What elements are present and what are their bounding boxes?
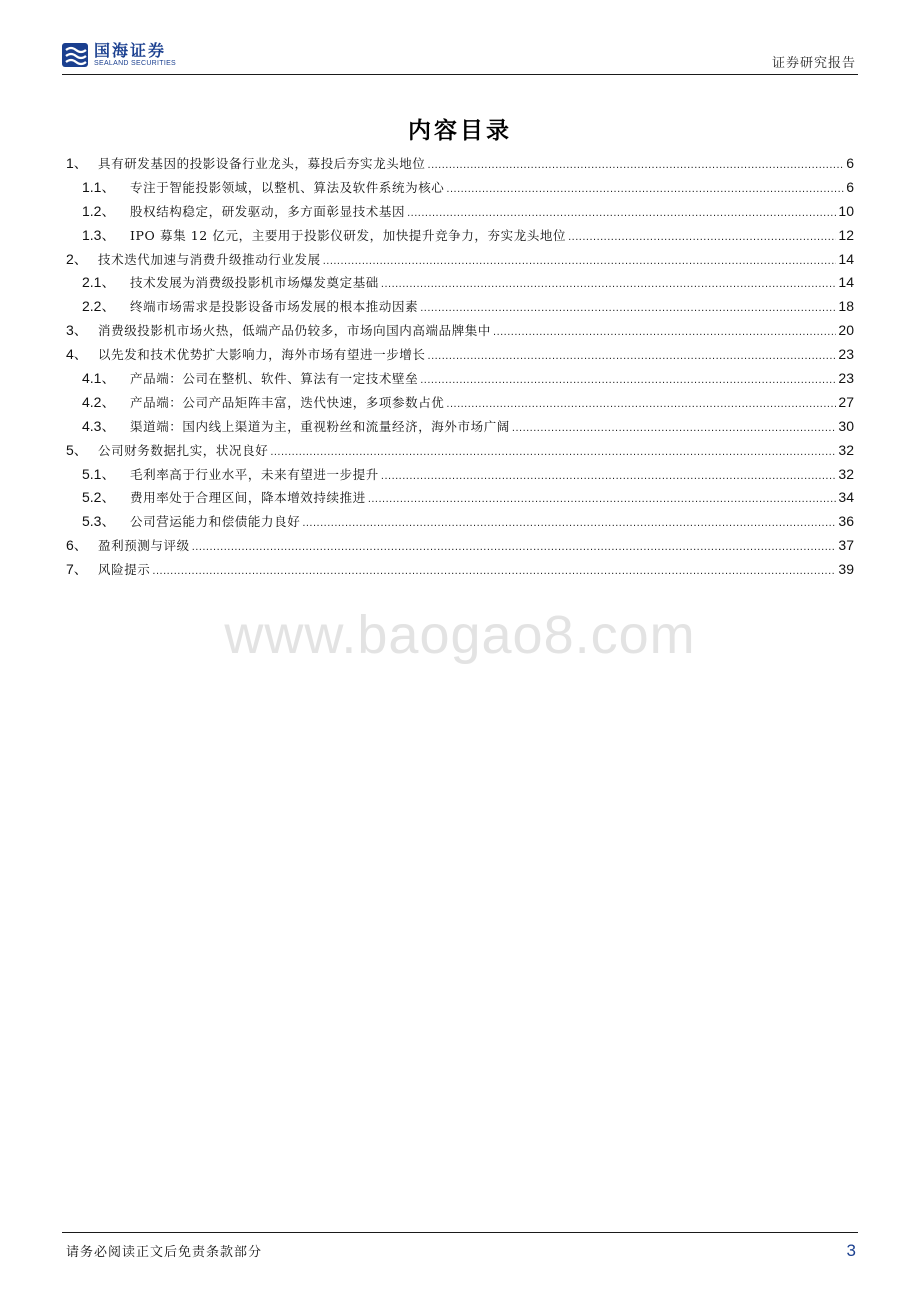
toc-entry-number: 1、 <box>66 155 88 171</box>
toc-entry-page: 23 <box>838 346 854 363</box>
toc-entry-page: 32 <box>838 465 854 482</box>
toc-entry-title: 盈利预测与评级 <box>98 538 190 554</box>
report-type-label: 证券研究报告 <box>771 56 856 71</box>
toc-entry-number: 7、 <box>66 561 88 578</box>
toc-entry[interactable] <box>66 344 854 368</box>
toc-entry-number: 4.3、 <box>82 417 116 434</box>
toc-dot-leader <box>446 183 844 195</box>
toc-dot-leader <box>192 541 837 553</box>
toc-dot-leader <box>381 278 837 290</box>
toc-dot-leader <box>493 326 836 338</box>
toc-entry[interactable] <box>66 440 854 464</box>
toc-entry-page: 6 <box>846 178 854 195</box>
toc-entry-number: 1.1、 <box>82 178 116 195</box>
logo-name-cn: 国海证券 <box>94 41 167 60</box>
toc-dot-leader <box>381 470 837 482</box>
toc-entry[interactable] <box>66 416 854 440</box>
toc-entry-number: 2.1、 <box>82 274 116 291</box>
toc-dot-leader <box>428 350 837 362</box>
toc-entry-title: 渠道端：国内线上渠道为主，重视粉丝和流量经济，海外市场广阔 <box>130 418 510 434</box>
toc-dot-leader <box>512 422 837 434</box>
toc-entry-page: 32 <box>838 441 854 458</box>
toc-entry-title: 专注于智能投影领域，以整机、算法及软件系统为核心 <box>130 179 445 195</box>
toc-dot-leader <box>446 398 836 410</box>
toc-entry-title: 消费级投影机市场火热，低端产品仍较多，市场向国内高端品牌集中 <box>98 323 492 339</box>
toc-entry-page: 37 <box>838 537 854 554</box>
toc-entry-title: 公司营运能力和偿债能力良好 <box>130 514 301 530</box>
toc-entry[interactable] <box>66 511 854 535</box>
toc-entry-page: 12 <box>838 226 854 243</box>
toc-entry-number: 1.2、 <box>82 202 116 219</box>
toc-entry-title: 毛利率高于行业水平，未来有望进一步提升 <box>130 466 379 482</box>
toc-entry-title: 技术发展为消费级投影机市场爆发奠定基础 <box>130 275 379 291</box>
toc-entry-page: 20 <box>838 322 854 339</box>
toc-entry-title: IPO 募集 12 亿元，主要用于投影仪研发，加快提升竞争力，夯实龙头地位 <box>130 227 567 243</box>
toc-entry[interactable] <box>66 177 854 201</box>
toc-entry-page: 14 <box>838 250 854 267</box>
toc-dot-leader <box>428 159 845 171</box>
toc-entry-number: 5.1、 <box>82 465 116 482</box>
toc-entry-number: 5.3、 <box>82 513 116 530</box>
toc-entry-title: 产品端：公司在整机、软件、算法有一定技术壁垒 <box>130 371 419 387</box>
toc-entry[interactable] <box>66 320 854 344</box>
toc-entry[interactable] <box>66 225 854 249</box>
sealand-logo <box>62 40 176 70</box>
toc-entry-title: 具有研发基因的投影设备行业龙头，募投后夯实龙头地位 <box>98 156 426 171</box>
toc-dot-leader <box>323 255 837 267</box>
watermark: www.baogao8.com <box>224 605 696 665</box>
toc-title: 内容目录 <box>408 118 512 144</box>
toc-entry-number: 4.1、 <box>82 370 116 387</box>
toc-entry-number: 5、 <box>66 441 88 458</box>
toc-entry[interactable] <box>66 368 854 392</box>
toc-entry-title: 以先发和技术优势扩大影响力，海外市场有望进一步增长 <box>98 347 426 363</box>
toc-entry[interactable] <box>66 559 854 583</box>
toc-entry-title: 产品端：公司产品矩阵丰富，迭代快速，多项参数占优 <box>130 394 445 410</box>
toc-entry-page: 30 <box>838 417 854 434</box>
toc-entry-page: 14 <box>838 274 854 291</box>
toc-entry-number: 2.2、 <box>82 298 116 315</box>
toc-entry-number: 3、 <box>66 322 88 339</box>
toc-entry-title: 技术迭代加速与消费升级推动行业发展 <box>98 251 321 267</box>
toc-dot-leader <box>302 517 836 529</box>
toc-entry-number: 6、 <box>66 537 88 554</box>
toc-entry[interactable] <box>66 201 854 225</box>
toc-dot-leader <box>152 565 836 577</box>
toc-entry-page: 18 <box>838 298 854 315</box>
toc-entry[interactable] <box>66 272 854 296</box>
toc-entry-title: 股权结构稳定，研发驱动，多方面彰显技术基因 <box>130 203 406 219</box>
page-number: 3 <box>846 1241 856 1260</box>
toc-entry-page: 10 <box>838 202 854 219</box>
table-of-contents <box>66 153 854 583</box>
logo-name-en: SEALAND SECURITIES <box>94 60 177 67</box>
toc-entry-page: 23 <box>838 370 854 387</box>
toc-entry[interactable] <box>66 487 854 511</box>
toc-entry-number: 5.2、 <box>82 489 116 506</box>
toc-entry-page: 39 <box>838 561 854 578</box>
toc-dot-leader <box>270 446 836 458</box>
toc-entry-page: 27 <box>838 393 854 410</box>
toc-entry-number: 1.3、 <box>82 226 116 243</box>
toc-entry[interactable] <box>66 464 854 488</box>
toc-entry-title: 公司财务数据扎实，状况良好 <box>98 442 269 458</box>
toc-dot-leader <box>407 207 836 219</box>
toc-entry[interactable] <box>66 535 854 559</box>
disclaimer-note: 请务必阅读正文后免责条款部分 <box>66 1245 263 1260</box>
toc-dot-leader <box>420 302 836 314</box>
toc-entry-page: 6 <box>846 155 854 171</box>
toc-dot-leader <box>420 374 836 386</box>
toc-entry-number: 4.2、 <box>82 393 116 410</box>
toc-entry[interactable] <box>66 153 854 177</box>
toc-dot-leader <box>368 493 837 505</box>
toc-entry[interactable] <box>66 392 854 416</box>
page-header <box>62 38 858 75</box>
toc-entry[interactable] <box>66 249 854 273</box>
toc-entry[interactable] <box>66 296 854 320</box>
sealand-logo-icon <box>62 41 90 69</box>
toc-entry-page: 36 <box>838 513 854 530</box>
toc-entry-title: 风险提示 <box>98 562 151 578</box>
toc-dot-leader <box>568 231 836 243</box>
toc-entry-title: 终端市场需求是投影设备市场发展的根本推动因素 <box>130 299 419 315</box>
toc-entry-title: 费用率处于合理区间，降本增效持续推进 <box>130 490 366 506</box>
page-footer <box>62 1232 858 1273</box>
toc-entry-number: 2、 <box>66 250 88 267</box>
toc-entry-page: 34 <box>838 489 854 506</box>
toc-entry-number: 4、 <box>66 346 88 363</box>
